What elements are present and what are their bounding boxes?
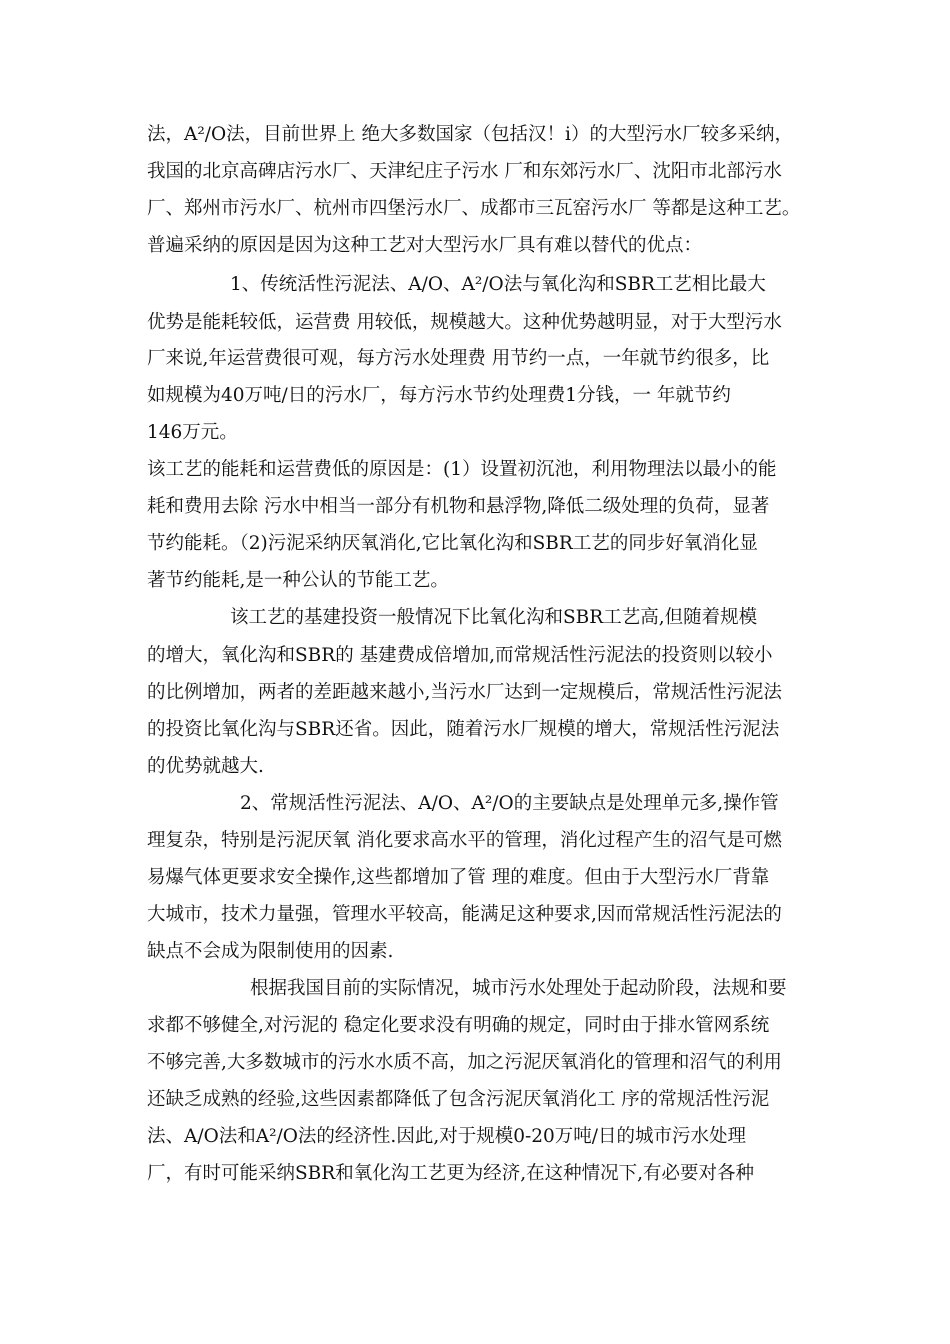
text-line: 该工艺的能耗和运营费低的原因是：(1）设置初沉池，利用物理法以最小的能	[147, 459, 777, 480]
text-line: 的投资比氧化沟与SBR还省。因此，随着污水厂规模的增大，常规活性污泥法	[147, 719, 780, 740]
text-line: 大城市，技术力量强，管理水平较高，能满足这种要求,因而常规活性污泥法的	[147, 904, 782, 925]
text-line: 理复杂，特别是污泥厌氧 消化要求高水平的管理，消化过程产生的沼气是可燃	[147, 830, 782, 851]
text-line: 求都不够健全,对污泥的 稳定化要求没有明确的规定，同时由于排水管网系统	[147, 1015, 770, 1036]
text-line: 厂来说,年运营费很可观，每方污水处理费 用节约一点，一年就节约很多，比	[147, 348, 770, 369]
text-line: 不够完善,大多数城市的污水水质不高，加之污泥厌氧消化的管理和沼气的利用	[147, 1052, 782, 1073]
text-line: 的增大，氧化沟和SBR的 基建费成倍增加,而常规活性污泥法的投资则以较小	[147, 645, 773, 666]
text-line: 节约能耗。（2)污泥采纳厌氧消化,它比氧化沟和SBR工艺的同步好氧消化显	[147, 533, 758, 554]
text-line: 厂，有时可能采纳SBR和氧化沟工艺更为经济,在这种情况下,有必要对各种	[147, 1163, 754, 1184]
text-line: 如规模为40万吨/日的污水厂，每方污水节约处理费1分钱，一 年就节约	[147, 385, 731, 406]
text-line: 该工艺的基建投资一般情况下比氧化沟和SBR工艺高,但随着规模	[230, 607, 758, 628]
text-line: 我国的北京高碑店污水厂、天津纪庄子污水 厂和东郊污水厂、沈阳市北部污水	[147, 161, 782, 182]
text-line: 易爆气体更要求安全操作,这些都增加了管 理的难度。但由于大型污水厂背靠	[147, 867, 770, 888]
text-line: 的优势就越大.	[147, 756, 264, 777]
text-line: 厂、郑州市污水厂、杭州市四堡污水厂、成都市三瓦窑污水厂 等都是这种工艺。	[147, 198, 801, 219]
text-line: 优势是能耗较低，运营费 用较低，规模越大。这种优势越明显，对于大型污水	[147, 312, 782, 333]
text-line: 2、常规活性污泥法、A/O、A²/O的主要缺点是处理单元多,操作管	[240, 793, 779, 814]
text-line: 146万元。	[147, 422, 238, 443]
text-line: 缺点不会成为限制使用的因素.	[147, 941, 394, 962]
text-line: 耗和费用去除 污水中相当一部分有机物和悬浮物,降低二级处理的负荷，显著	[147, 496, 770, 517]
text-line: 普遍采纳的原因是因为这种工艺对大型污水厂具有难以替代的优点：	[147, 235, 703, 256]
text-line: 根据我国目前的实际情况，城市污水处理处于起动阶段，法规和要	[250, 978, 787, 999]
text-line: 1、传统活性污泥法、A/O、A²/O法与氧化沟和SBR工艺相比最大	[230, 274, 766, 295]
text-line: 还缺乏成熟的经验,这些因素都降低了包含污泥厌氧消化工 序的常规活性污泥	[147, 1089, 770, 1110]
text-line: 的比例增加，两者的差距越来越小,当污水厂达到一定规模后，常规活性污泥法	[147, 682, 782, 703]
text-line: 法、A/O法和A²/O法的经济性.因此,对于规模0-20万吨/日的城市污水处理	[147, 1126, 746, 1147]
text-line: 著节约能耗,是一种公认的节能工艺。	[147, 570, 449, 591]
text-line: 法，A²/O法，目前世界上 绝大多数国家（包括汉！i）的大型污水厂较多采纳，	[147, 124, 793, 145]
